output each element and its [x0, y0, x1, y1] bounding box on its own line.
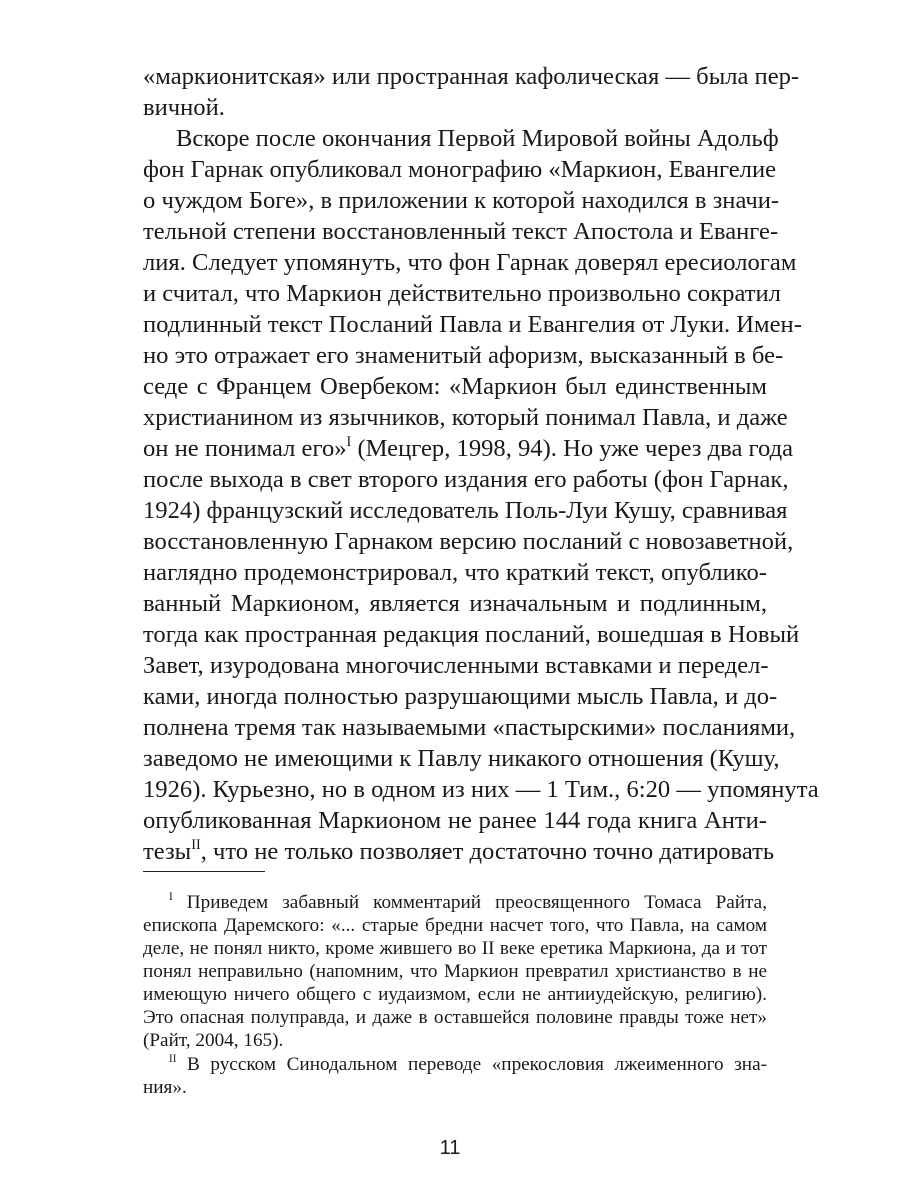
text-line: 1924) французский исследователь Поль-Луи Кушу, сравнивая [143, 497, 788, 524]
text-line: христианином из язычников, который понимал Павла, и даже [143, 404, 788, 431]
text-line: подлинный текст Посланий Павла и Евангелия от Луки. Имен- [143, 311, 802, 338]
text-line: наглядно продемонстрировал, что краткий текст, опублико- [143, 559, 767, 586]
text-fragment: (Мецгер, 1998, 94). Но уже через два года [351, 435, 794, 462]
text-line [143, 434, 794, 464]
footnote-line: ния». [143, 1077, 187, 1098]
footnote-line: епископа Даремского: «... старые бредни насчет того, что Павла, на самом [143, 915, 767, 936]
text-line [143, 837, 775, 867]
text-line: Завет, изуродована многочисленными вставками и передел- [143, 652, 769, 679]
footnote-line [169, 1053, 767, 1076]
text-line: ванный Маркионом, является изначальным и подлинным, [143, 590, 767, 617]
footnote-line: (Райт, 2004, 165). [143, 1030, 284, 1051]
footnote-ref-2[interactable]: II [191, 837, 201, 854]
text-fragment: Приведем забавный комментарий преосвященного Томаса Райта, [172, 892, 767, 913]
text-line: и считал, что Маркион действительно произвольно сократил [143, 280, 781, 307]
text-line: фон Гарнак опубликовал монографию «Маркион, Евангелие [143, 156, 777, 183]
text-line: Вскоре после окончания Первой Мировой войны Адольф [176, 125, 779, 152]
footnote-line: имеющую ничего общего с иудаизмом, если не антииудейскую, религию). [143, 984, 767, 1005]
footnote-ref-1[interactable]: I [346, 434, 352, 451]
footnote-mark-2: II [169, 1053, 177, 1066]
page-number: 11 [439, 1137, 461, 1159]
text-fragment: он не понимал его» [143, 435, 347, 462]
text-line: лия. Следует упомянуть, что фон Гарнак доверял ересиологам [143, 249, 797, 276]
text-line: после выхода в свет второго издания его работы (фон Гарнак, [143, 466, 789, 493]
text-line: заведомо не имеющими к Павлу никакого отношения (Кушу, [143, 745, 780, 772]
text-line: о чуждом Боге», в приложении к которой находился в значи- [143, 187, 780, 214]
text-fragment: тезы [143, 838, 192, 865]
text-line: тогда как пространная редакция посланий, вошедшая в Новый [143, 621, 800, 648]
text-fragment: , что не только позволяет достаточно точно датировать [200, 838, 775, 865]
text-line: опубликованная Маркионом не ранее 144 года книга Анти- [143, 807, 767, 834]
footnote-line: деле, не понял никто, кроме жившего во II веке еретика Маркиона, да и тот [143, 938, 767, 959]
text-line: тельной степени восстановленный текст Апостола и Еванге- [143, 218, 779, 245]
text-line: восстановленную Гарнаком версию посланий с новозаветной, [143, 528, 794, 555]
text-line: ками, иногда полностью разрушающими мысль Павла, и до- [143, 683, 778, 710]
footnote-separator [143, 871, 265, 872]
text-line: но это отражает его знаменитый афоризм, высказанный в бе- [143, 342, 784, 369]
footnote-line: Это опасная полуправда, и даже в оставшейся половине правды тоже нет» [143, 1007, 767, 1028]
footnote-line: понял неправильно (напомним, что Маркион превратил христианство в не [143, 961, 767, 982]
text-line: седе с Францем Овербеком: «Маркион был единственным [143, 373, 767, 400]
text-line: «маркионитская» или пространная кафолическая — была пер- [143, 63, 800, 90]
text-line: вичной. [143, 94, 225, 121]
text-fragment: В русском Синодальном переводе «прекословия лжеименного зна- [176, 1054, 767, 1075]
text-line: полнена тремя так называемыми «пастырскими» посланиями, [143, 714, 796, 741]
footnote-mark-1: I [169, 891, 173, 904]
footnote-line [169, 891, 767, 914]
text-line: 1926). Курьезно, но в одном из них — 1 Тим., 6:20 — упомянута [143, 776, 819, 803]
